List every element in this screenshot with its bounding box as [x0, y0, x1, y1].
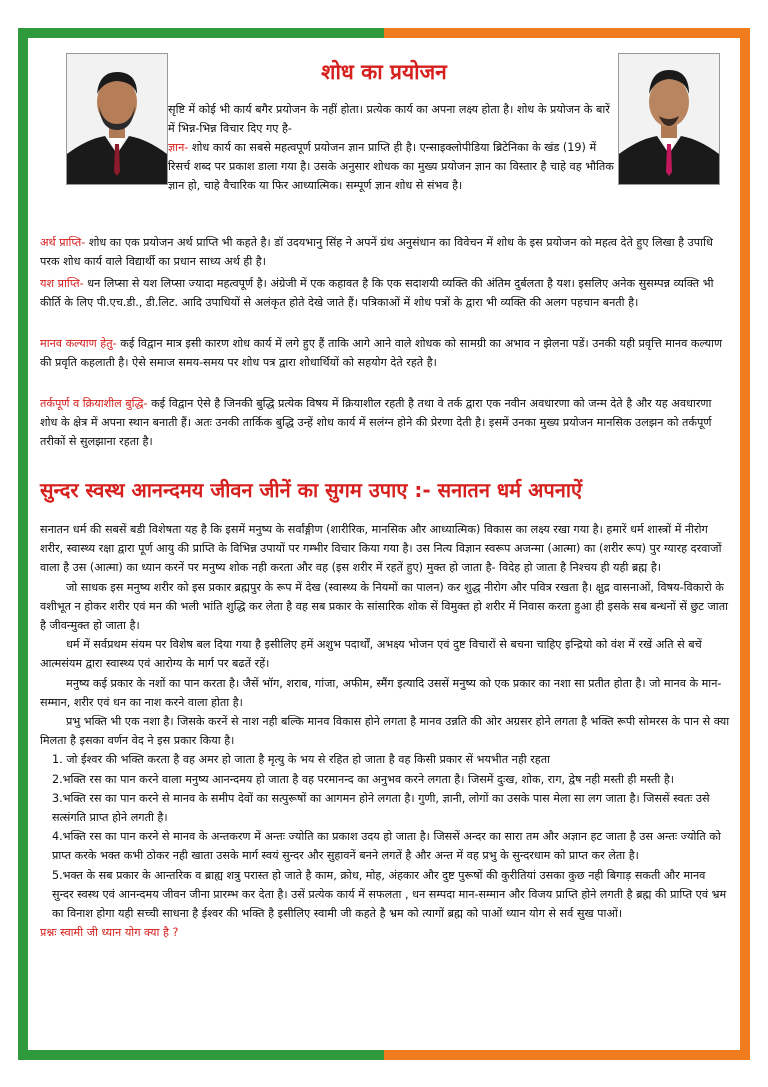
section-title-shodh: शोध का प्रयोजन: [321, 60, 447, 84]
kalyan-text: कई विद्वान मात्र इसी कारण शोध कार्य में लगे हुए हैं ताकि आगे आने वाले शोधक को सामग्री का अभाव न झेलना पडें। उनकी यही प्रवृत्ति मानव कल्याण की प्रवृति कहलाती है। ऐसे समाज समय-समय पर शोध पत्र द्वारा शोधार्थियों को सहयोग देते रहते है।: [40, 337, 723, 369]
tark-label: तर्कपूर्ण व क्रियाशील बुद्धि-: [40, 397, 148, 410]
page-content: [28, 38, 740, 1050]
arth-text: शोध का एक प्रयोजन अर्थ प्राप्ति भी कहते है। डॉ उदयभानु सिंह ने अपनें ग्रंथ अनुसंधान का विवेचन में शोध के इस प्रयोजन को महत्व देते हुए लिखा है उपाधि परक शोध कार्य वाले विद्यार्थी का प्रधान साध्य अर्थ ही है।: [40, 236, 713, 268]
arth-paragraph: [40, 233, 730, 271]
border-green: [18, 28, 384, 38]
border-green: [18, 28, 28, 1060]
body-paragraph: सनातन धर्म की सबसें बडी विशेषता यह है कि इसमें मनुष्य के सर्वांङ्गीण (शारीरिक, मानसिक और आध्यात्मिक) विकास का लक्ष्य रखा गया है। हमारें धर्म शास्त्रों में नीरोग शरीर, स्वास्थ्य रक्षा द्वारा पूर्ण आयु की प्राप्ति के विभिन्न उपायों पर गम्भीर विचार किया गया है। उस नित्य विज्ञान स्वरूप अजन्मा (आत्मा) का (शरीर रूप) पुर ग्यारह दरवाजों वाला है उस (आत्मा) का ध्यान करनें पर मनुष्य शोक नही करता और वह (इस शरीर में रहतें हुए) मुक्त हो जाता है- विदेह हो जाता है निश्चय ही यही ब्रह्म है।: [40, 523, 722, 575]
border-green: [18, 1050, 384, 1060]
list-item: 3.भक्ति रस का पान करने से मानव के समीप देवों का सत्पुरूषों का आगमन होने लगता है। गुणी, ज्ञानी, लोगों का उसके पास मेला सा लग जाता है। जिससें स्वतः उसे सत्संगति प्राप्त होने लगती है।: [52, 791, 710, 825]
yash-paragraph: [40, 274, 730, 312]
list-item: 4.भक्ति रस का पान करने से मानव के अन्तकरण में अन्तः ज्योति का प्रकाश उदय हो जाता है। जिससें अन्दर का सारा तम और अज्ञान हट जाता है उस अन्तः ज्योति को प्राप्त करके भक्त कभी ठोकर नही खाता उसके मार्ग स्वयं सुन्दर और सुहावनें बनने लगतें है और अन्त में वह प्रभु के सुन्दरधाम को प्राप्त कर लेता है।: [52, 830, 721, 863]
body-paragraph: जो साधक इस मनुष्य शरीर को इस प्रकार ब्रह्मपुर के रूप में देख (स्वास्थ्य के नियमों का पालन) कर शुद्ध नीरोग और पवित्र रखता है। क्षुद्र वासनाओं, विषय-विकारो के वशीभूत न होकर शरीर एवं मन की भली भांति शुद्धि कर लेता है वह सब प्रकार के सांसारिक शोक सें विमुक्त हो शरीर में निवास करता हुआ ही इसके सब बन्धनों सें छुट जाता है जीवन्मुक्त हो जाता है।: [40, 580, 728, 633]
section-title-sanatan: सुन्दर स्वस्थ आनन्दमय जीवन जीनें का सुगम उपाए :- सनातन धर्म अपनाऐं: [40, 478, 583, 502]
yash-label: यश प्राप्ति-: [40, 277, 84, 290]
list-item: 1. जो ईश्वर की भक्ति करता है वह अमर हो जाता है मृत्यु के भय से रहित हो जाता है वह किसी प्रकार सें भयभीत नही रहता: [52, 753, 551, 767]
border-orange: [740, 28, 750, 1060]
kalyan-paragraph: [40, 334, 730, 372]
list-item: 2.भक्ति रस का पान करने वाला मनुष्य आनन्दमय हो जाता है वह परमानन्द का अनुभव करने लगता है। जिसमें दुःख, शोक, राग, द्वेष नही मस्ती ही मस्ती है।: [52, 772, 674, 786]
intro-text: सृष्टि में कोई भी कार्य बगैर प्रयोजन के नहीं होता। प्रत्येक कार्य का अपना लक्ष्य होता है। शोध के प्रयोजन के बारें में भिन्न-भिन्न विचार दिए गए है-: [168, 103, 610, 135]
tark-paragraph: [40, 394, 730, 451]
page-frame: [18, 28, 750, 1060]
body-paragraph: प्रभु भक्ति भी एक नशा है। जिसके करनें से नाश नही बल्कि मानव विकास होने लगता है मानव उन्नति की ओर अग्रसर होने लगता है भक्ति रूपी सोमरस के पान से क्या मिलता है इसका वर्णन वेद ने इस प्रकार किया है।: [40, 715, 730, 748]
arth-label: अर्थ प्राप्ति-: [40, 236, 86, 249]
kalyan-label: मानव कल्याण हेतु-: [40, 337, 117, 350]
gyan-label: ज्ञान-: [168, 141, 189, 154]
border-orange: [384, 28, 750, 38]
sanatan-body: [40, 520, 730, 942]
tark-text: कई विद्वान ऐसे है जिनकी बुद्धि प्रत्येक विषय में क्रियाशील रहती है तथा वे तर्क द्वारा एक नवीन अवधारणा को जन्म देते है और यह अवधारणा शोध के क्षेत्र में अपना स्थान बनाती हैं। अतः उनकी तार्किक बुद्धि उन्हें शोध कार्य में सलंग्न होने की प्रेरणा देती है। इसमें उनका मुख्य प्रयोजन मानसिक उलझन को तर्कपूर्ण तरीकों से सुलझाना रहता है।: [40, 397, 712, 448]
yash-text: धन लिप्सा से यश लिप्सा ज्यादा महत्वपूर्ण है। अंग्रेजी में एक कहावत है कि एक सदाशयी व्यक्ति की अंतिम दुर्बलता है यश। इसलिए अनेक सुसम्पन्न व्यक्ति भी कीर्ति के लिए पी.एच.डी., डी.लिट. आदि उपाधियों से अलंकृत होते देखे जाते हैं। पत्रिकाओं में शोध पत्रों के द्वारा भी व्यक्ति की अलग पहचान बनती है।: [40, 277, 714, 309]
border-orange: [384, 1050, 750, 1060]
question-line: प्रश्नः स्वामी जी ध्यान योग क्या है ?: [40, 926, 179, 940]
list-item: 5.भक्त के सब प्रकार के आन्तरिक व ब्राह्य शत्रु परास्त हो जाते है काम, क्रोध, मोह, अंहकार और दुष्ट पुरूषों की कुरीतियां उसका कुछ नही बिगाड़ सकती और मानव सुन्दर स्वस्थ एवं आनन्दमय जीवन जीना प्रारम्भ कर देता है। उसें प्रत्येक कार्य में सफलता , धन सम्पदा मान-सम्मान और विजय प्राप्ति होने लगती है ब्रह्म की प्राप्ति एवं भ्रम का विनाश होगा यही सच्ची साधना है ईश्वर की भक्ति है इसीलिए स्वामी जी कहते है भ्रम को त्यागों ब्रह्म को पाओं ध्यान योग से सर्व सुख पाओं।: [52, 868, 727, 921]
gyan-text: शोध कार्य का सबसे महत्वपूर्ण प्रयोजन ज्ञान प्राप्ति ही है। एन्साइक्लोपीडिया ब्रिटेनिका के खंड (19) में रिसर्च शब्द पर प्रकाश डाला गया है। उसके अनुसार शोधक का मुख्य प्रयोजन ज्ञान का विस्तार है चाहे वह भौतिक ज्ञान हो, चाहे वैचारिक या फिर आध्यात्मिक। सम्पूर्ण ज्ञान शोध से संभव है।: [168, 141, 614, 192]
body-paragraph: मनुष्य कई प्रकार के नशों का पान करता है। जैसें भॉग, शराब, गांजा, अफीम, स्मैंग इत्यादि उससें मनुष्य को एक प्रकार का नशा सा प्रतीत होता है। जो मानव के मान-सम्मान, शरीर एवं धन का नाश करने वाला होता है।: [40, 676, 722, 709]
body-paragraph: धर्म में सर्वप्रथम संयम पर विशेष बल दिया गया है इसीलिए हमें अशुभ पदार्थों, अभक्ष्य भोजन एवं दुष्ट विचारों से बचना चाहिए इन्द्रियो को वंश में रखें अति से बचें आत्मसंयम द्वारा स्वास्थ्य एवं आरोग्य के मार्ग पर बढतें रहें।: [40, 638, 702, 671]
intro-paragraph: [168, 100, 616, 195]
